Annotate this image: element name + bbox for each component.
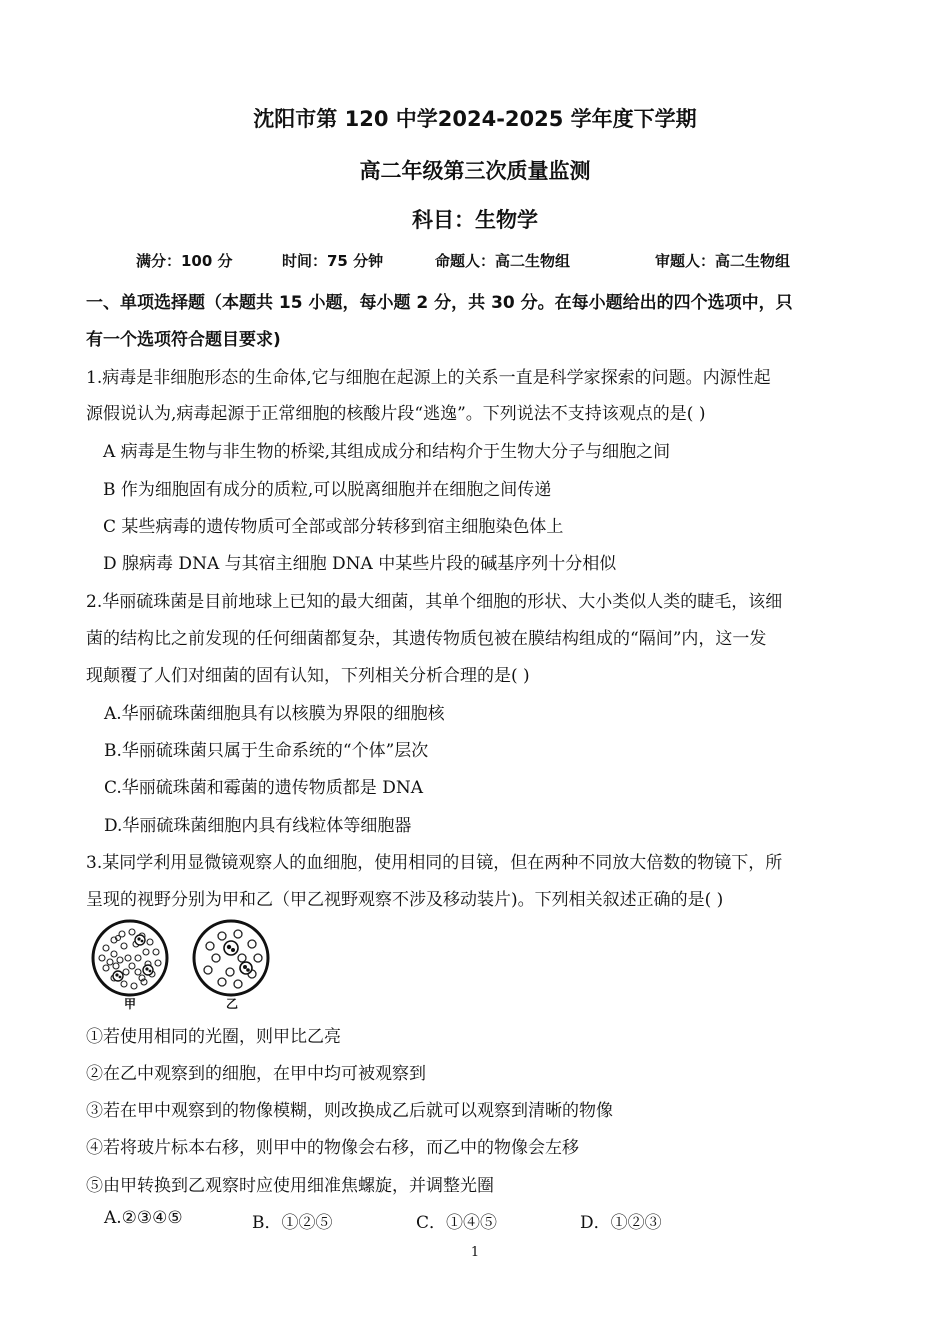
q2-option-a: A.华丽硫珠菌细胞具有以核膜为界限的细胞核 [104, 704, 445, 724]
section-heading-line2: 有一个选项符合题目要求) [86, 330, 281, 350]
q2-stem-line2: 菌的结构比之前发现的任何细菌都复杂，其遗传物质包被在膜结构组成的“隔间”内，这一发 [86, 629, 767, 649]
exam-subtitle: 高二年级第三次质量监测 [359, 159, 591, 183]
figure-label-a: 甲 [124, 997, 137, 1011]
page-number: 1 [470, 1245, 480, 1260]
q1-stem-line2: 源假说认为,病毒起源于正常细胞的核酸片段“逃逸”。下列说法不支持该观点的是( ) [86, 404, 706, 424]
meta-score: 满分：100 分 [136, 252, 233, 270]
q3-statement-5: ⑤由甲转换到乙观察时应使用细准焦螺旋，并调整光圈 [86, 1176, 494, 1196]
figure-label-b: 乙 [226, 997, 239, 1011]
q2-stem-line1: 2.华丽硫珠菌是目前地球上已知的最大细菌，其单个细胞的形状、大小类似人类的睫毛，该细 [86, 592, 783, 612]
microscope-field-a [93, 921, 167, 995]
exam-subject: 科目：生物学 [412, 208, 538, 232]
q3-statement-4: ④若将玻片标本右移，则甲中的物像会右移，而乙中的物像会左移 [86, 1138, 579, 1158]
q1-option-a: A 病毒是生物与非生物的桥梁,其组成成分和结构介于生物大分子与细胞之间 [103, 442, 671, 462]
q3-stem-line2: 呈现的视野分别为甲和乙（甲乙视野观察不涉及移动装片)。下列相关叙述正确的是( ) [86, 890, 724, 910]
microscope-field-figure [88, 918, 273, 1010]
q1-stem-line1: 1.病毒是非细胞形态的生命体,它与细胞在起源上的关系一直是科学家探索的问题。内源性起 [86, 368, 771, 388]
q2-option-d: D.华丽硫珠菌细胞内具有线粒体等细胞器 [104, 816, 412, 836]
q3-choice-d: D．①②③ [580, 1213, 662, 1233]
q3-statement-1: ①若使用相同的光圈，则甲比乙亮 [86, 1027, 341, 1047]
q3-choice-c: C．①④⑤ [416, 1213, 498, 1233]
q3-choice-a: A.②③④⑤ [104, 1208, 183, 1228]
section-heading-line1: 一、单项选择题（本题共 15 小题，每小题 2 分，共 30 分。在每小题给出的四个选项中，只 [86, 293, 793, 313]
meta-time: 时间：75 分钟 [282, 252, 384, 270]
meta-author: 命题人：高二生物组 [435, 252, 571, 270]
q2-stem-line3: 现颠覆了人们对细菌的固有认知，下列相关分析合理的是( ) [86, 666, 530, 686]
q3-statement-2: ②在乙中观察到的细胞，在甲中均可被观察到 [86, 1064, 426, 1084]
q3-choice-b: B．①②⑤ [252, 1213, 333, 1233]
microscope-field-b [194, 921, 268, 995]
q1-option-d: D 腺病毒 DNA 与其宿主细胞 DNA 中某些片段的碱基序列十分相似 [103, 554, 617, 574]
exam-title: 沈阳市第 120 中学2024-2025 学年度下学期 [253, 107, 697, 131]
q1-option-b: B 作为细胞固有成分的质粒,可以脱离细胞并在细胞之间传递 [103, 480, 552, 500]
q1-option-c: C 某些病毒的遗传物质可全部或部分转移到宿主细胞染色体上 [103, 517, 564, 537]
q3-statement-3: ③若在甲中观察到的物像模糊，则改换成乙后就可以观察到清晰的物像 [86, 1101, 613, 1121]
meta-reviewer: 审题人：高二生物组 [655, 252, 791, 270]
q2-option-b: B.华丽硫珠菌只属于生命系统的“个体”层次 [104, 741, 429, 761]
q3-stem-line1: 3.某同学利用显微镜观察人的血细胞，使用相同的目镜，但在两种不同放大倍数的物镜下，所 [86, 853, 783, 873]
q2-option-c: C.华丽硫珠菌和霉菌的遗传物质都是 DNA [104, 778, 423, 798]
